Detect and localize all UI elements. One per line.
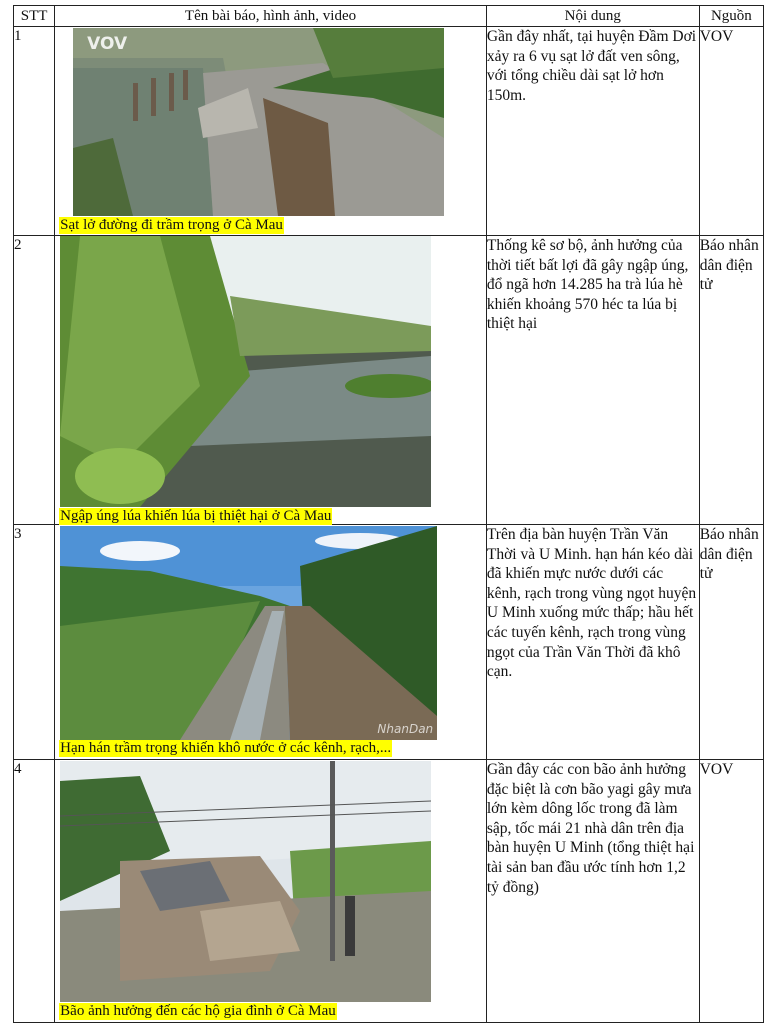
row-number: 3 xyxy=(14,525,55,760)
header-row xyxy=(14,6,764,27)
row-title-cell xyxy=(55,236,487,525)
row-caption: Ngập úng lúa khiến lúa bị thiệt hại ở Cà Mau xyxy=(60,508,332,524)
row-number: 4 xyxy=(14,760,55,1023)
landslide-road-photo xyxy=(73,28,444,216)
row-content: Trên địa bàn huyện Trần Văn Thời và U Minh. hạn hán kéo dài đã khiến mực nước dưới các kênh, rạch trong vùng ngọt huyện U Minh xuống mức thấp; hầu hết các tuyến kênh, rạch trong vùng ngọt của Trần Văn Thời đã khô cạn. xyxy=(486,525,699,760)
row-number: 1 xyxy=(14,27,55,236)
photo-watermark: VOV xyxy=(87,34,128,54)
header-stt: STT xyxy=(14,6,55,27)
row-caption: Hạn hán trầm trọng khiến khô nước ở các kênh, rạch,... xyxy=(60,740,392,756)
row-source: VOV xyxy=(699,760,763,1023)
storm-damage-photo xyxy=(60,761,431,1002)
table-row xyxy=(14,236,764,525)
row-caption: Sạt lở đường đi trầm trọng ở Cà Mau xyxy=(60,217,283,233)
row-title-cell xyxy=(55,525,487,760)
photo-watermark: NhanDan xyxy=(377,722,434,736)
header-source: Nguồn xyxy=(699,6,763,27)
table-row xyxy=(14,760,764,1023)
row-source: VOV xyxy=(699,27,763,236)
table-row xyxy=(14,525,764,760)
row-source: Báo nhân dân điện tử xyxy=(699,236,763,525)
dry-canal-photo xyxy=(60,526,437,740)
flooded-rice-photo xyxy=(60,236,431,507)
row-title-cell xyxy=(55,27,487,236)
row-number: 2 xyxy=(14,236,55,525)
row-content: Gần đây các con bão ảnh hưởng đặc biệt là cơn bão yagi gây mưa lớn kèm dông lốc trong đã làm sập, tốc mái 21 nhà dân trên địa bàn huyện U Minh (tổng thiệt hại tài sản ban đầu ước tính hơn 1,2 tỷ đồng) xyxy=(486,760,699,1023)
row-content: Gần đây nhất, tại huyện Đầm Dơi xảy ra 6 vụ sạt lở đất ven sông, với tổng chiều dài sạt lở hơn 150m. xyxy=(486,27,699,236)
row-source: Báo nhân dân điện tử xyxy=(699,525,763,760)
table-row xyxy=(14,27,764,236)
news-table xyxy=(13,5,764,1023)
header-content: Nội dung xyxy=(486,6,699,27)
row-caption: Bão ảnh hưởng đến các hộ gia đình ở Cà Mau xyxy=(60,1003,336,1019)
row-title-cell xyxy=(55,760,487,1023)
header-title: Tên bài báo, hình ảnh, video xyxy=(55,6,487,27)
row-content: Thống kê sơ bộ, ảnh hưởng của thời tiết bất lợi đã gây ngập úng, đổ ngã hơn 14.285 ha trà lúa hè khiến khoảng 570 héc ta lúa bị thiệt hại xyxy=(486,236,699,525)
